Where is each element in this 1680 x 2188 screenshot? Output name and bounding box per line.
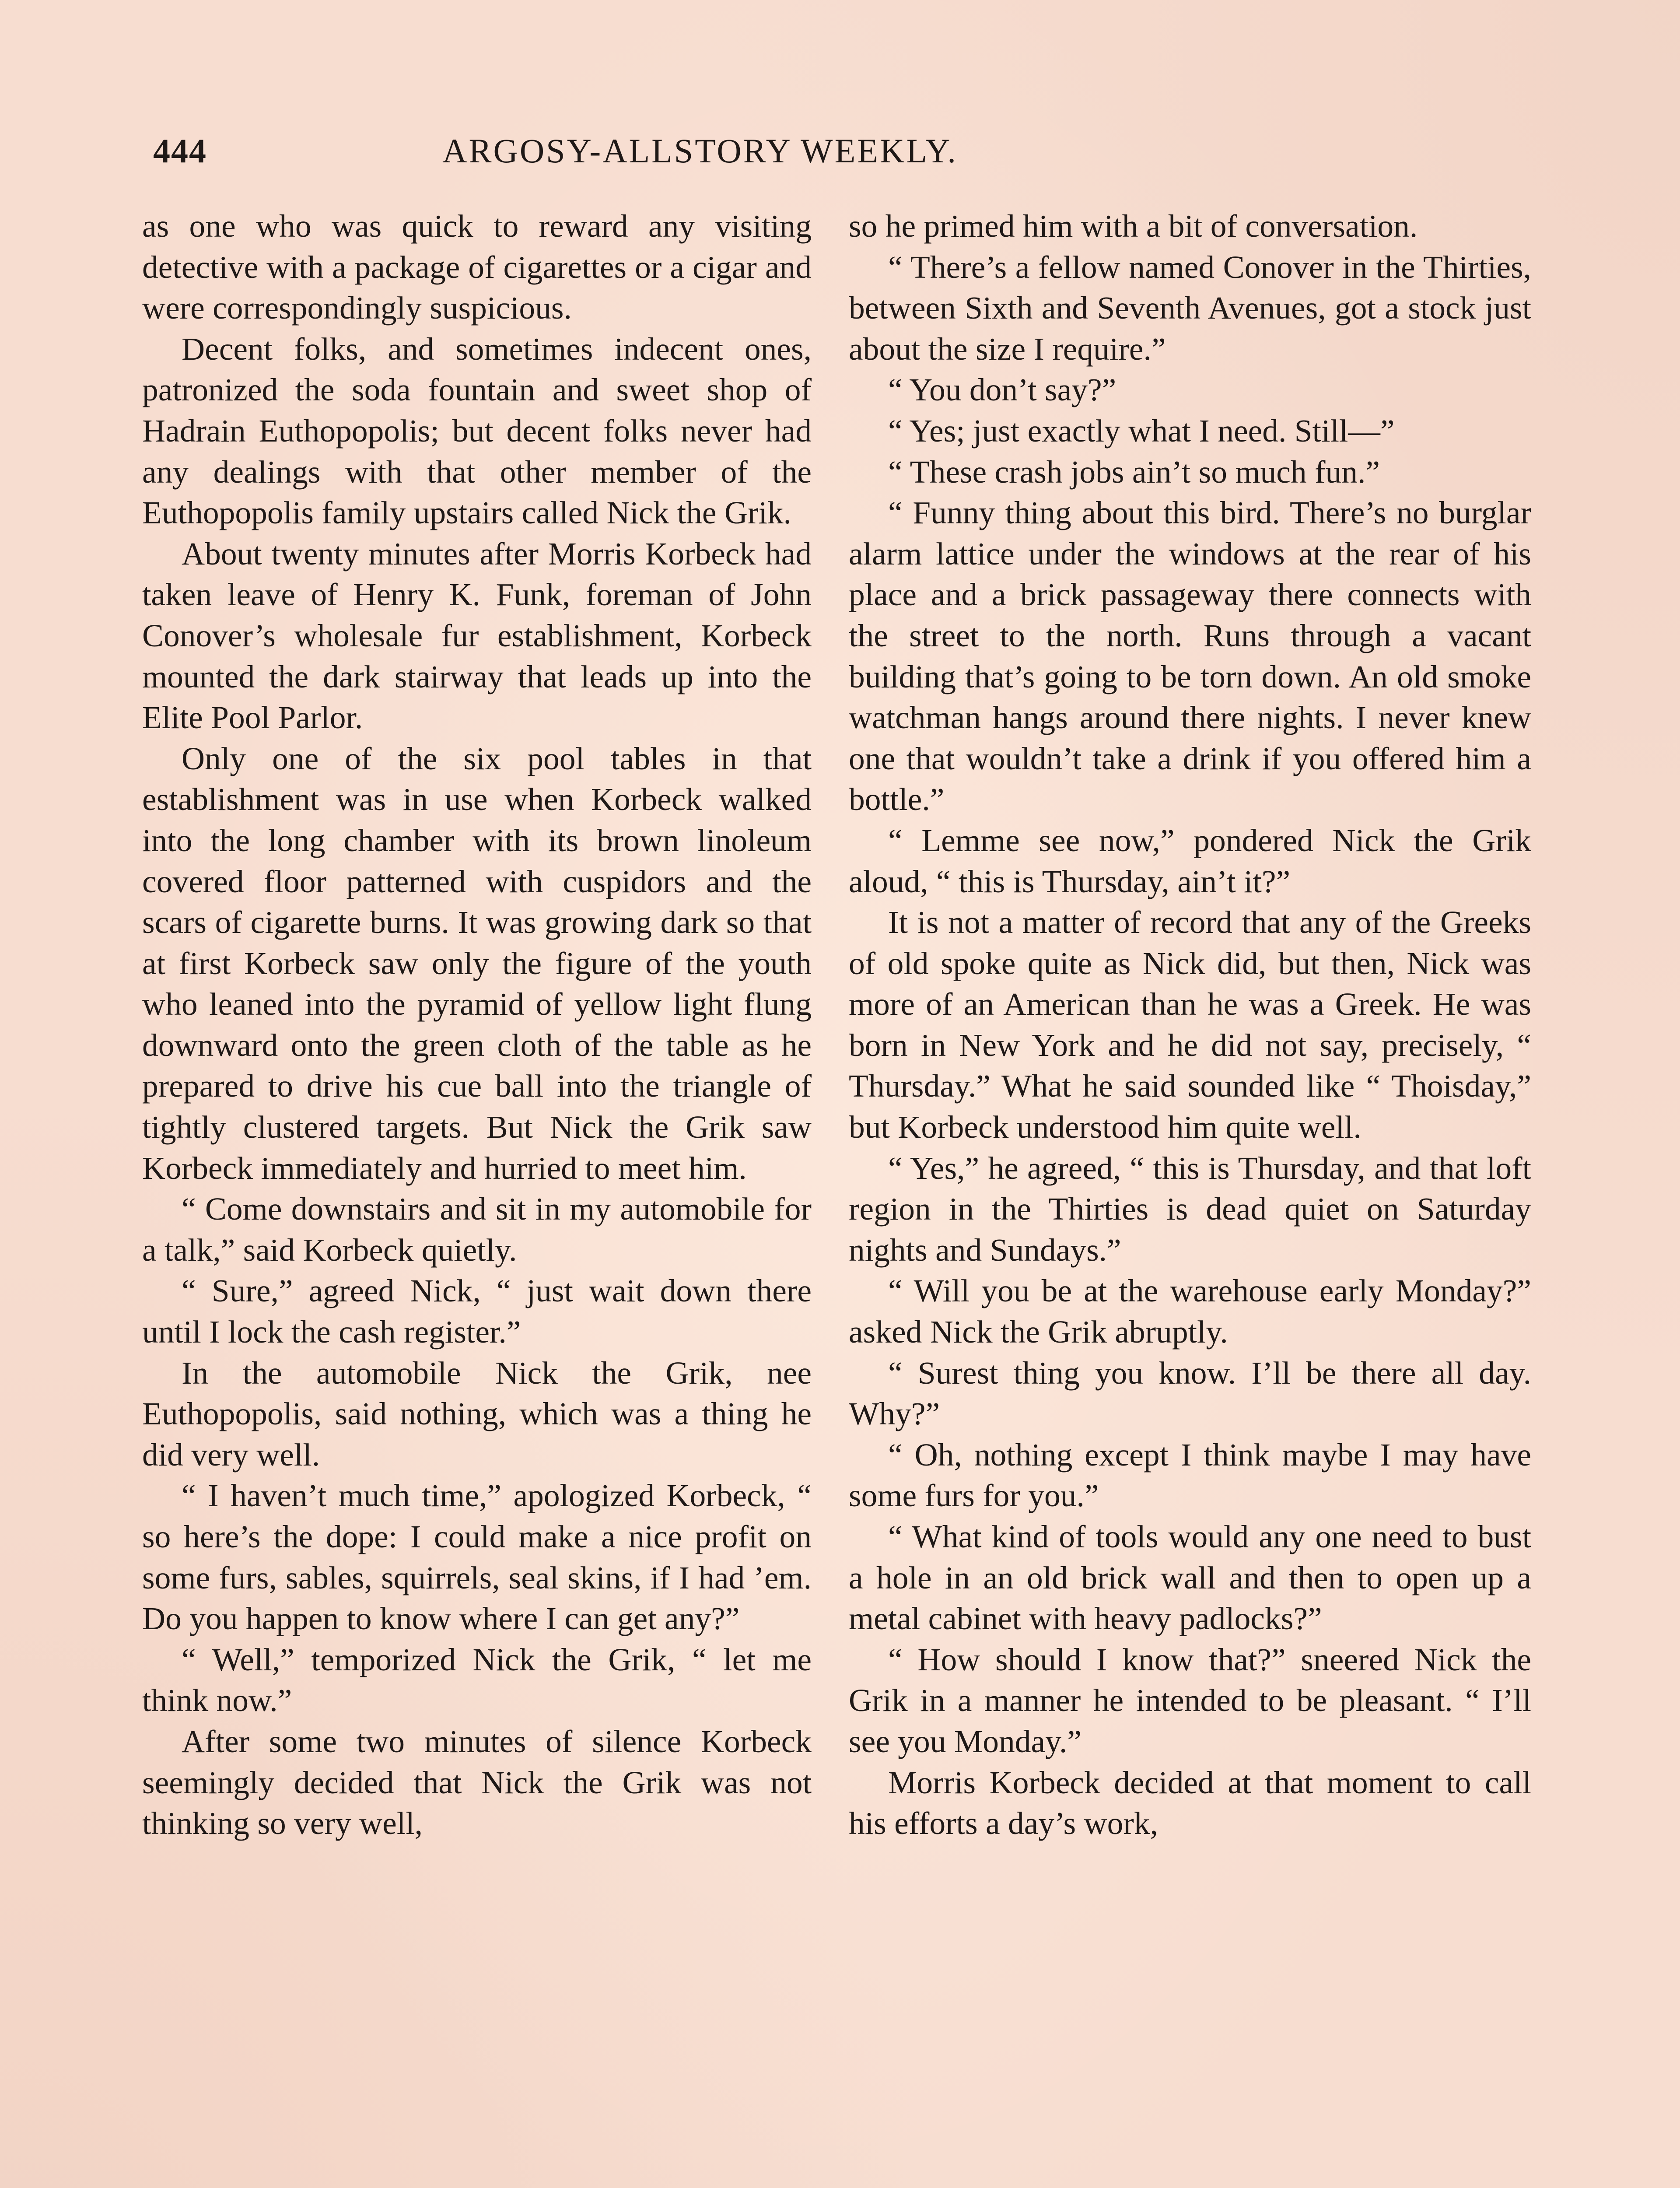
paragraph: “ These crash jobs ain’t so much fun.” [888,454,1380,490]
paragraph: “ You don’t say?” [888,372,1116,408]
paragraph: “ Well,” temporized Nick the Grik, “ let me think now.” [142,1641,812,1718]
right-column [849,206,1531,1844]
paragraph: “ Yes,” he agreed, “ this is Thursday, and that loft region in the Thirties is dead quiet on Saturday nights and Sundays.” [849,1150,1531,1268]
paragraph: “ Lemme see now,” pondered Nick the Grik aloud, “ this is Thursday, ain’t it?” [849,822,1531,899]
paragraph: In the automobile Nick the Grik, nee Euthopopolis, said nothing, which was a thing he did very well. [142,1355,812,1473]
paragraph: Morris Korbeck decided at that moment to call his efforts a day’s work, [849,1764,1531,1841]
paragraph: as one who was quick to reward any visiting detective with a package of cigarettes or a cigar and were correspondingly suspicious. [142,208,812,326]
paragraph: After some two minutes of silence Korbeck seemingly decided that Nick the Grik was not thinking so very well, [142,1723,812,1841]
paragraph: “ Funny thing about this bird. There’s no burglar alarm lattice under the windows at the rear of his place and a brick passageway there connects with the street to the north. Runs through a vacant building that’s going to be torn down. An old smoke watchman hangs around there nights. I never knew one that wouldn’t take a drink if you offered him a bottle.” [849,495,1531,817]
paragraph: “ Surest thing you know. I’ll be there all day. Why?” [849,1355,1531,1432]
paragraph: About twenty minutes after Morris Korbeck had taken leave of Henry K. Funk, foreman of John Conover’s wholesale fur establishment, Korbeck mounted the dark stairway that leads up into the Elite Pool Parlor. [142,536,812,736]
paragraph: “ Sure,” agreed Nick, “ just wait down there until I lock the cash register.” [142,1273,812,1350]
paragraph: “ Yes; just exactly what I need. Still—” [888,413,1395,449]
paragraph: It is not a matter of record that any of the Greeks of old spoke quite as Nick did, but then, Nick was more of an American than he was a Greek. He was born in New York and he did not say, precisely, “ Thursday.” What he said sounded like “ Thoisday,” but Korbeck understood him quite well. [849,905,1531,1145]
paragraph: “ How should I know that?” sneered Nick the Grik in a manner he intended to be pleasant. “ I’ll see you Monday.” [849,1641,1531,1759]
paragraph: Only one of the six pool tables in that establishment was in use when Korbeck walked into the long chamber with its brown linoleum covered floor patterned with cuspidors and the scars of cigarette burns. It was growing dark so that at first Korbeck saw only the figure of the youth who leaned into the pyramid of yellow light flung downward onto the green cloth of the table as he prepared to drive his cue ball into the triangle of tightly clustered targets. But Nick the Grik saw Korbeck immediately and hurried to meet him. [142,740,812,1186]
paragraph: “ Will you be at the warehouse early Monday?” asked Nick the Grik abruptly. [849,1273,1531,1350]
left-column [142,206,812,1844]
paragraph: “ There’s a fellow named Conover in the Thirties, between Sixth and Seventh Avenues, got a stock just about the size I require.” [849,249,1531,367]
page-number: 444 [153,132,207,170]
publication-title: ARGOSY-ALLSTORY WEEKLY. [442,132,958,170]
paragraph: Decent folks, and sometimes indecent ones, patronized the soda fountain and sweet shop of Hadrain Euthopopolis; but decent folks never had any dealings with that other member of the Euthopopolis family upstairs called Nick the Grik. [142,331,812,531]
running-head [153,131,1155,179]
paragraph: “ Oh, nothing except I think maybe I may have some furs for you.” [849,1437,1531,1514]
paragraph: “ What kind of tools would any one need to bust a hole in an old brick wall and then to open up a metal cabinet with heavy padlocks?” [849,1519,1531,1637]
paragraph: “ Come downstairs and sit in my automobile for a talk,” said Korbeck quietly. [142,1191,812,1268]
paragraph: “ I haven’t much time,” apologized Korbeck, “ so here’s the dope: I could make a nice profit on some furs, sables, squirrels, seal skins, if I had ’em. Do you happen to know where I can get any?” [142,1478,812,1637]
paragraph: so he primed him with a bit of conversation. [849,208,1418,244]
